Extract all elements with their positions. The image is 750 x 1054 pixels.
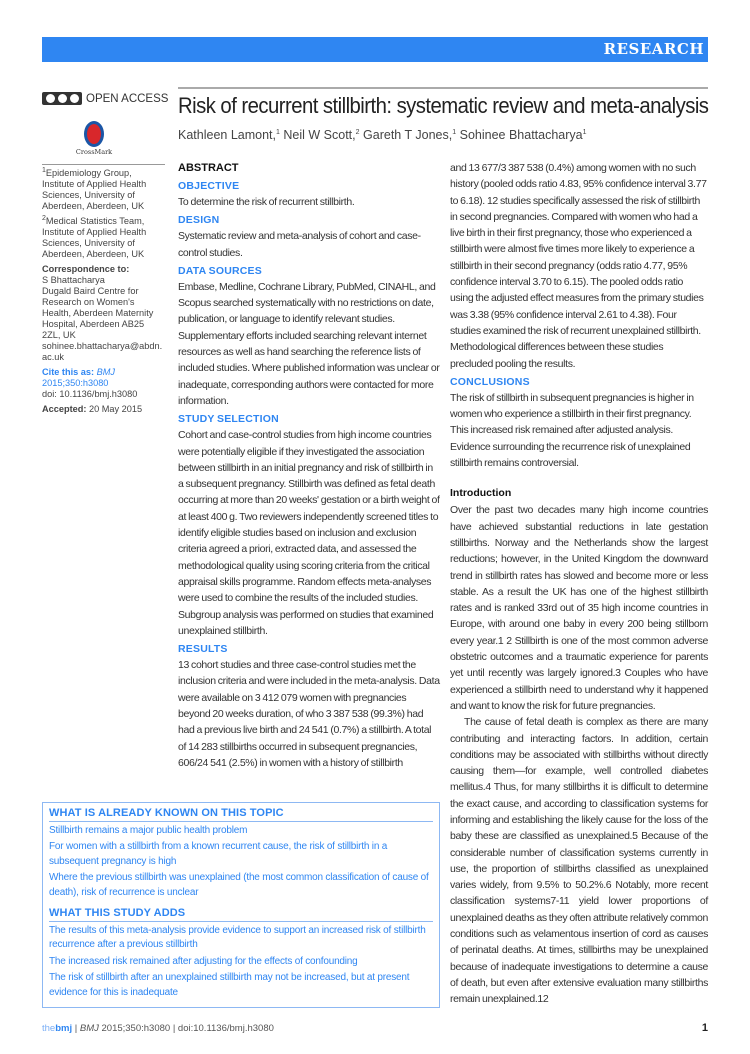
abstract-heading: ABSTRACT [178,162,239,174]
abstract-column-2 [450,160,708,1008]
known-item: Stillbirth remains a major public health problem [49,824,248,836]
introduction-section [450,485,708,1007]
creative-commons-icon [42,92,82,105]
study-selection-heading: STUDY SELECTION [178,413,279,426]
section-banner [42,37,708,62]
citation: Cite this as: BMJ 2015;350:h3080 doi: 10.1136/bmj.h3080 [42,367,138,399]
study-selection-text: Cohort and case-control studies from high income countries were potentially eligible if they investigated the association between stillbirth in an initial pregnancy and risk of stillbirth in a subsequent pregnancy. Stillbirth was defined as fetal death occurring at more than 20 weeks' gestation or a birth weight of at least 400 g. Two reviewers independently screened titles to identify eligible studies based on inclusion and exclusion criteria agreed a priori, extracted data, and assessed the methodological quality using scoring criteria from the critical appraisal skills programme. Random effects meta-analyses were used to combine the results of the included studies. Subgroup analysis was performed on studies that examined unexplained stillbirth. [178,429,440,637]
known-heading: WHAT IS ALREADY KNOWN ON THIS TOPIC [49,805,433,822]
adds-item: The results of this meta-analysis provide evidence to support an increased risk of stillbirth recurrence after a previous stillbirth [49,924,426,951]
introduction-paragraph: Over the past two decades many high income countries have achieved substantial reductions in late gestation stillbirths. Norway and the Netherlands show the largest reductions; however, in the United Kingdom the downward trend in stillbirth rates has slowed and become more or less stable. As a result the UK has one of the highest stillbirth rates and is ranked 33rd out of 35 high income countries in Europe, with around one baby in every 200 being stillborn every year.1 2 Stillbirth is one of the most common adverse obstetric outcomes and a traumatic experience for parents yet until recently was largely ignored.3 Couples who have experienced a stillbirth need to understand why it happened and want to know the risk for future pregnancies. [450,504,708,712]
design-heading: DESIGN [178,214,220,227]
results-heading: RESULTS [178,643,228,656]
design-text: Systematic review and meta-analysis of cohort and case-control studies. [178,230,421,259]
data-sources-text: Embase, Medline, Cochrane Library, PubMed, CINAHL, and Scopus searched systematically with no restrictions on date, publication, or language to identify relevant studies. Supplementary efforts included searching relevant internet resources as well as hand searching the reference lists of included studies. Where published information was unclear or inadequate, corresponding authors were contacted for more information. [178,280,440,407]
conclusions-text: The risk of stillbirth in subsequent pregnancies is higher in women who experience a stillbirth in their first pregnancy. This increased risk remained after adjusted analysis. Evidence surrounding the recurrence risk of unexplained stillbirth remains controversial. [450,391,694,470]
author-list: Kathleen Lamont,$^1$ Neil W Scott,$^2$ Gareth T Jones,$^1$ Sohinee Bhattacharya$^1$ [178,128,587,142]
open-access-label: OPEN ACCESS [86,92,169,105]
conclusions-heading: CONCLUSIONS [450,375,530,388]
crossmark-icon [84,121,104,147]
data-sources-heading: DATA SOURCES [178,264,262,277]
results-text: 13 cohort studies and three case-control studies met the inclusion criteria and were included in the meta-analysis. Data were available on 3 412 079 women with pregnancies beyond 20 weeks duration, of who 3 387 538 (99.3%) had had a previous live birth and 24 541 (0.7%) a stillbirth. A total of 14 283 stillbirths occurred in subsequent pregnancies, 606/24 541 (2.5%) in women with a history of stillbirth [178,659,440,769]
doi[interactable]: doi: 10.1136/bmj.h3080 [42,389,138,399]
correspondence: Correspondence to: S Bhattacharya Dugald Baird Centre for Research on Women's Health, Aberdeen Maternity Hospital, Aberdeen AB25 2ZL, UK sohinee.bhattacharya@abdn.ac.uk [42,264,163,362]
results-text-continued: and 13 677/3 387 538 (0.4%) among women with no such history (pooled odds ratio 4.83, 95% confidence interval 3.77 to 6.18). 12 studies specifically assessed the risk of stillbirth in second pregnancies. Compared with women who had a live birth in their first pregnancy, those who experienced a stillbirth were almost five times more likely to experience a stillbirth in their second pregnancy (odds ratio 4.77, 95% confidence interval 3.70 to 6.15). The pooled odds ratio using the adjusted effect measures from the primary studies was 3.38 (95% confidence interval 2.61 to 4.38). Four studies examined the risk of recurrent unexplained stillbirth. Methodological differences between these studies precluded pooling the results. [450,162,707,370]
affiliation-1: $^1$Epidemiology Group, Institute of Applied Health Sciences, University of Aberdeen, Aberdeen, UK [42,166,147,211]
article-body [42,160,708,1054]
summary-box [42,802,440,1008]
crossmark-logo[interactable] [74,121,114,156]
known-item: For women with a stillbirth from a known recurrent cause, the risk of stillbirth in a subsequent pregnancy is high [49,841,388,867]
adds-item: The increased risk remained after adjusting for the effects of confounding [49,955,358,967]
journal-logo-the: the [42,1022,56,1034]
affiliations-column [42,164,165,419]
objective-heading: OBJECTIVE [178,180,240,192]
accepted-date: Accepted: 20 May 2015 [42,404,143,414]
abstract-column-1 [178,160,440,771]
adds-item: The risk of stillbirth after an unexplained stillbirth may not be increased, but at present evidence for this is inadequate [49,972,410,998]
page-footer: thebmj | BMJ 2015;350:h3080 | doi:10.1136/bmj.h3080 [42,1022,274,1034]
page-number: 1 [701,1021,708,1034]
objective-text: To determine the risk of recurrent stillbirth. [178,196,355,208]
journal-logo-bmj: bmj [55,1022,73,1034]
known-item: Where the previous stillbirth was unexplained (the most common classification of cause of death), risk of recurrence is unclear [49,872,429,898]
title-rule [178,87,708,89]
crossmark-label: CrossMark [75,148,113,156]
introduction-heading: Introduction [450,487,512,500]
adds-heading: WHAT THIS STUDY ADDS [49,905,433,922]
correspondence-email[interactable]: sohinee.bhattacharya@abdn.ac.uk [42,341,163,362]
section-label: RESEARCH [603,40,704,58]
article-title: Risk of recurrent stillbirth: systematic review and meta-analysis [178,93,709,118]
open-access-badge [42,92,168,105]
introduction-paragraph: The cause of fetal death is complex as there are many contributing and interacting factors. In addition, certain conditions may be associated with stillbirths without directly causing them—for example, well controlled diabetes mellitus.4 Thus, for many stillbirths it is difficult to determine the exact cause, and according to classification systems for informing and establishing the likely cause for the loss of the baby these are classified as unexplained.5 Because of the considerable number of classification systems currently in use, the proportion of stillbirths classified as unexplained varies widely, from 9.5% to 50.2%.6 Notably, more recent classification systems7-11 yield lower proportions of unexplained deaths as they often attribute relatively common conditions such as velamentous insertion of cord as causes of perinatal deaths. At times, stillbirths may be unexplained because of inadequate investigations to determine a cause of death, but even after extensive evaluation many stillbirths remain unexplained.12 [450,716,709,1006]
affiliation-2: $^2$Medical Statistics Team, Institute of Applied Health Sciences, University of Aberdeen, Aberdeen, UK [42,214,147,259]
